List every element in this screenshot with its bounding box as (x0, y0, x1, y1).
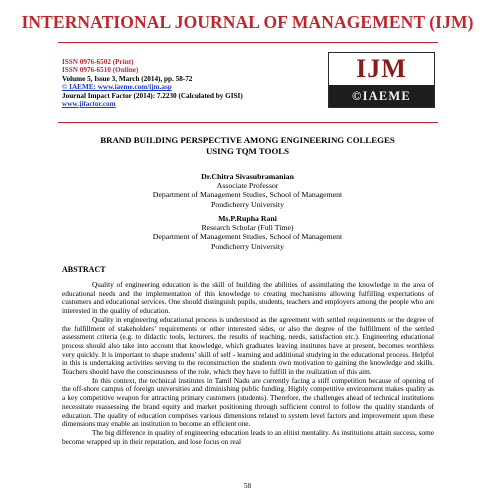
abstract-heading: ABSTRACT (62, 265, 106, 274)
author-name: Dr.Chitra Sivasubramanian (201, 172, 294, 181)
abstract-paragraph: Quality in engineering educational process is understood as the agreement with settled requirements or the degree of the fulfillment of stakeholders’ requirements or other interested sides, or also the degree of the fulfillment of the settled assessment criteria (e.g. to didactic tools, lecturers, the results of teaching, needs, satisfaction etc.). Engineering educational process should also take into account that knowledge, which graduates leaving institutes have at present, becomes worthless very quickly. It is important to shape students’ skill of self - learning and additional studying in the educational process. Helpful in this is undertaking activities serving to the reconstruction the students own motivation to gaining the knowledge and skills. Teachers should have the consciousness of the role, which they have to fulfill in the realization of this aim. (62, 315, 434, 377)
volume-info: Volume 5, Issue 3, March (2014), pp. 58-72 (62, 74, 193, 83)
copyright-link[interactable]: © IAEME: www.iaeme.com/ijm.asp (62, 83, 172, 92)
author-university: Pondicherry University (211, 241, 284, 251)
impact-factor: Journal Impact Factor (2014): 7.2230 (Calculated by GISI) (62, 91, 243, 100)
ijm-logo (328, 52, 435, 108)
author-position: Associate Professor (216, 181, 279, 191)
paper-title-line-2: USING TQM TOOLS (205, 145, 290, 156)
issn-print: ISSN 0976-6502 (Print) (62, 58, 134, 66)
abstract-body (62, 281, 434, 446)
abstract-paragraph: In this context, the technical institutes in Tamil Nadu are currently facing a stiff competition because of opening of the off-shore campus of foreign universities and diminishing public funding. Highly competitive environment makes quality as a key competitive weapon for attracting primary customers (students). Therefore, the challenges ahead of technical institutions necessitate reassessing the brand equity and market positioning through sufficient control to follow the quality standards of education. The quality of education comprises various dimensions related to system level factors and improvement upon these dimensions may enable an institution to become an efficient one. (62, 376, 434, 429)
header-rule-bottom (58, 122, 438, 123)
author-department: Department of Management Studies, School of Management (152, 232, 343, 242)
page-number: 58 (243, 482, 252, 490)
author-university: Pondicherry University (211, 199, 284, 209)
journal-title: INTERNATIONAL JOURNAL OF MANAGEMENT (IJM) (21, 12, 474, 32)
website-link[interactable]: www.jifactor.com (62, 100, 116, 109)
logo-text-ijm: IJM (329, 53, 434, 83)
header-rule-top (58, 42, 438, 43)
abstract-paragraph: The big difference in quality of engineering education leads to an elitist mentality. As institutions attain success, some become wrapped up in their reputation, and lose focus on real (62, 428, 434, 446)
author-department: Department of Management Studies, School of Management (152, 190, 343, 200)
journal-meta (62, 58, 243, 108)
logo-text-iaeme: ©IAEME (329, 85, 434, 107)
abstract-paragraph: Quality of engineering education is the skill of building the abilities of assimilating the knowledge in the area of educational needs and the implementation of this knowledge to creating mechanisms allowing fulfilling expectations of customers and educational services. One should distinguish pupils, students, teachers and employers among the people who are interested in the quality of education. (62, 281, 434, 316)
author-block-1 (40, 172, 455, 209)
author-name: Ms.P.Rupha Rani (218, 214, 277, 223)
author-block-2 (40, 214, 455, 251)
paper-title-line-1: BRAND BUILDING PERSPECTIVE AMONG ENGINEERING COLLEGES (100, 135, 395, 145)
paper-title (40, 135, 455, 156)
issn-online: ISSN 0976-6510 (Online) (62, 66, 139, 75)
author-position: Research Scholar (Full Time) (201, 223, 294, 233)
